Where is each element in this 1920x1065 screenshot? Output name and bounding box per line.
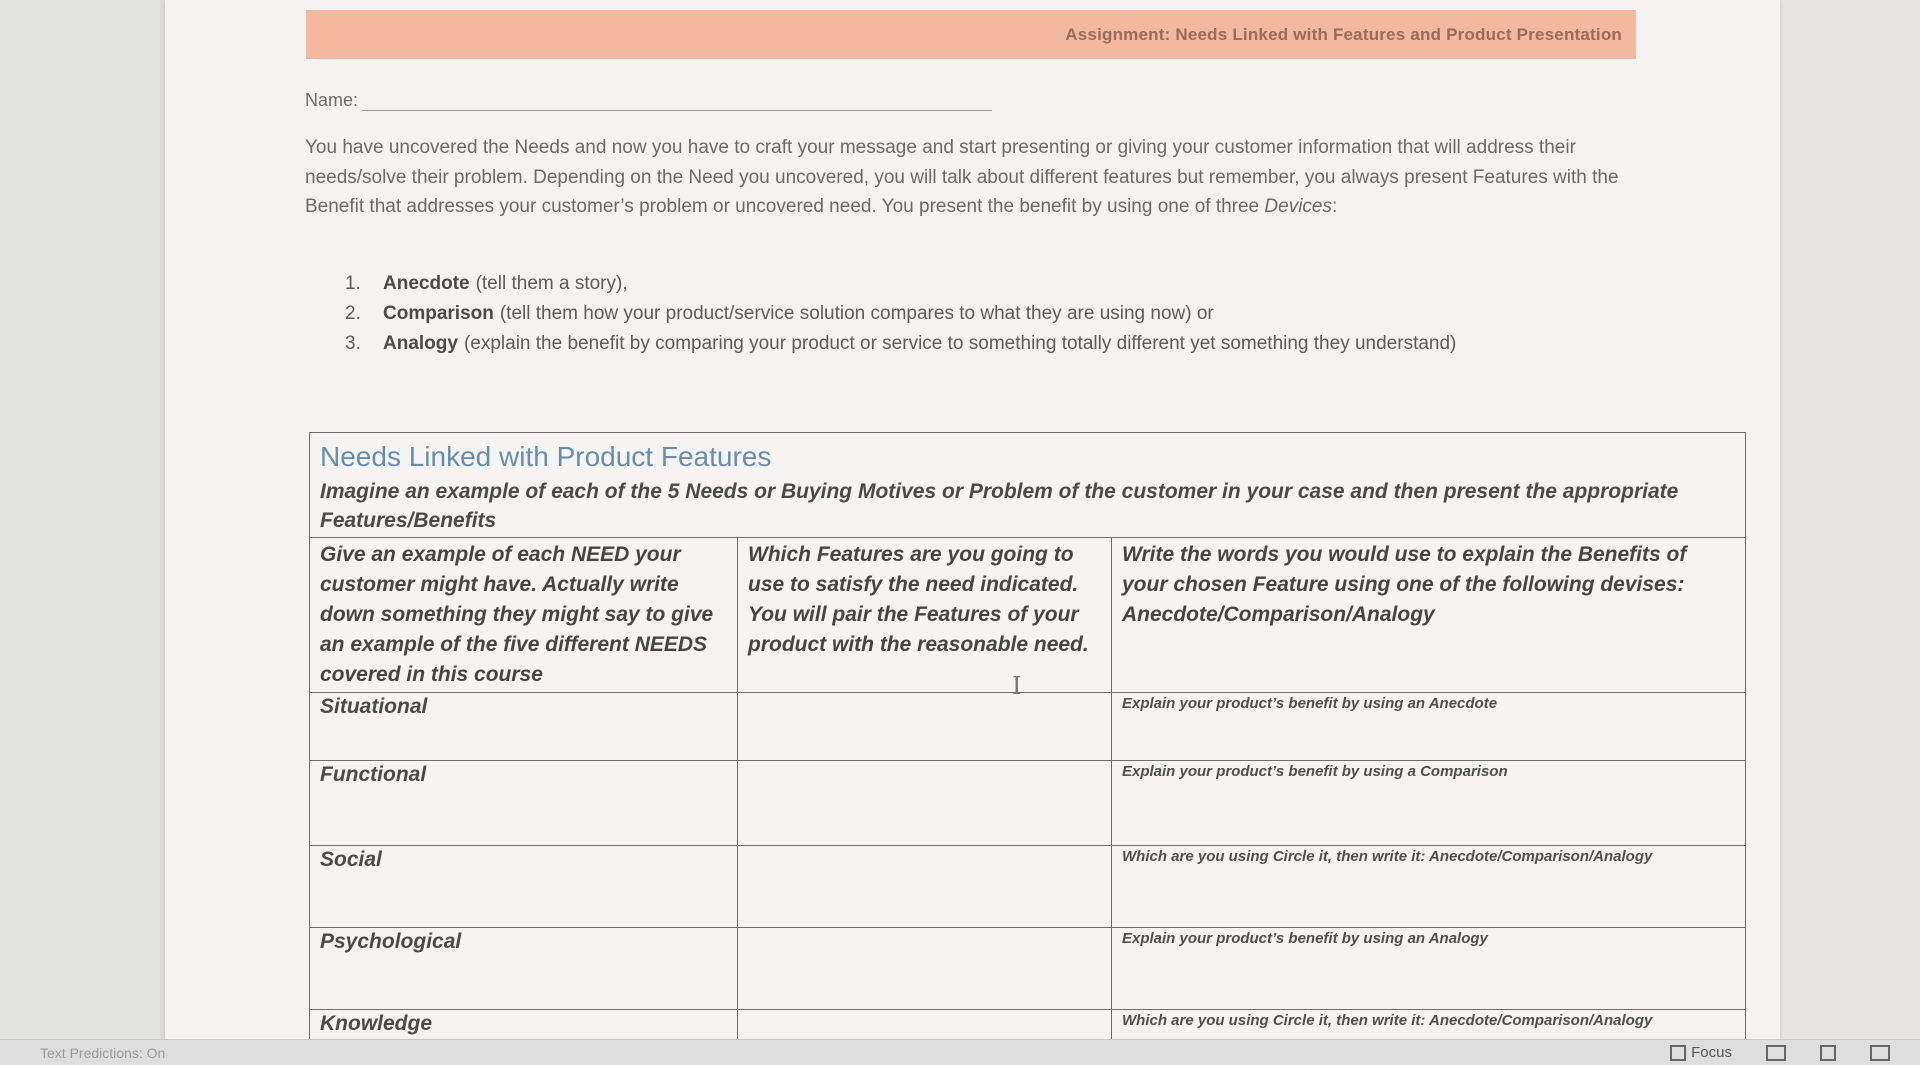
device-number: 2.	[345, 303, 361, 324]
table-row	[310, 761, 1746, 846]
focus-button[interactable]	[1670, 1044, 1732, 1061]
table-subtitle: Imagine an example of each of the 5 Needs or Buying Motives or Problem of the customer in your case and then present the appropriate Features/Benefits	[320, 480, 1679, 532]
read-mode-icon[interactable]	[1766, 1045, 1786, 1061]
table-row	[310, 928, 1746, 1010]
need-cell-situational[interactable]: Situational	[310, 693, 738, 761]
device-number: 1.	[345, 273, 361, 294]
intro-paragraph	[305, 133, 1635, 222]
need-cell-social[interactable]: Social	[310, 846, 738, 928]
features-cell[interactable]	[738, 761, 1112, 846]
features-cell[interactable]	[738, 928, 1112, 1010]
device-item	[345, 329, 1456, 359]
benefit-cell[interactable]: Which are you using Circle it, then write it: Anecdote/Comparison/Analogy	[1112, 1010, 1746, 1041]
need-cell-psychological[interactable]: Psychological	[310, 928, 738, 1010]
text-cursor-icon: I	[1012, 672, 1022, 700]
assignment-title: Assignment: Needs Linked with Features and Product Presentation	[1065, 24, 1622, 44]
devices-list	[345, 269, 1456, 359]
intro-devices-word: Devices	[1264, 196, 1332, 217]
intro-colon: :	[1332, 196, 1338, 217]
features-cell[interactable]	[738, 693, 1112, 761]
benefit-cell[interactable]: Which are you using Circle it, then write it: Anecdote/Comparison/Analogy	[1112, 846, 1746, 928]
table-title: Needs Linked with Product Features	[320, 441, 772, 472]
table-title-cell[interactable]	[310, 433, 1746, 538]
name-row	[305, 90, 992, 111]
need-cell-functional[interactable]: Functional	[310, 761, 738, 846]
status-bar-right	[1670, 1044, 1890, 1061]
column-header-features[interactable]: Which Features are you going to use to satisfy the need indicated. You will pair the Features of your product with the reasonable need.	[738, 538, 1112, 693]
name-line[interactable]	[362, 92, 992, 111]
intro-text: You have uncovered the Needs and now you have to craft your message and start presenting or giving your customer information that will address their needs/solve their problem. Depending on the Need you uncovered, you will talk about different features but remember, you always present Features with the Benefit that addresses your customer’s problem or uncovered need. You present the benefit by using one of three	[305, 137, 1619, 217]
device-name: Comparison	[383, 303, 494, 324]
device-desc: (tell them how your product/service solution compares to what they are using now) or	[499, 303, 1214, 324]
focus-icon	[1670, 1045, 1686, 1061]
device-item	[345, 269, 1456, 299]
features-cell[interactable]	[738, 1010, 1112, 1041]
needs-table	[309, 432, 1746, 1041]
features-cell[interactable]	[738, 846, 1112, 928]
table-row	[310, 1010, 1746, 1041]
benefit-cell[interactable]: Explain your product’s benefit by using an Anecdote	[1112, 693, 1746, 761]
benefit-cell[interactable]: Explain your product’s benefit by using an Analogy	[1112, 928, 1746, 1010]
print-layout-icon[interactable]	[1820, 1045, 1836, 1061]
text-predictions-status[interactable]: Text Predictions: On	[40, 1044, 166, 1061]
column-header-benefits[interactable]: Write the words you would use to explain the Benefits of your chosen Feature using one of the following devises: Anecdote/Comparison/Analogy	[1112, 538, 1746, 693]
desk-right	[1780, 0, 1920, 1040]
status-bar	[0, 1039, 1920, 1065]
device-item	[345, 299, 1456, 329]
column-header-need[interactable]: Give an example of each NEED your customer might have. Actually write down something they might say to give an example of the five different NEEDS covered in this course	[310, 538, 738, 693]
table-row	[310, 846, 1746, 928]
device-name: Analogy	[383, 333, 458, 354]
need-cell-knowledge[interactable]: Knowledge	[310, 1010, 738, 1041]
device-name: Anecdote	[383, 273, 470, 294]
web-layout-icon[interactable]	[1870, 1045, 1890, 1061]
device-desc: (tell them a story),	[475, 273, 628, 294]
desk-left	[0, 0, 160, 1040]
table-row	[310, 693, 1746, 761]
header-band	[306, 10, 1636, 59]
benefit-cell[interactable]: Explain your product’s benefit by using a Comparison	[1112, 761, 1746, 846]
focus-label: Focus	[1691, 1044, 1732, 1061]
device-desc: (explain the benefit by comparing your product or service to something totally different yet something they understand)	[463, 333, 1457, 354]
name-label: Name:	[305, 90, 359, 110]
device-number: 3.	[345, 333, 361, 354]
